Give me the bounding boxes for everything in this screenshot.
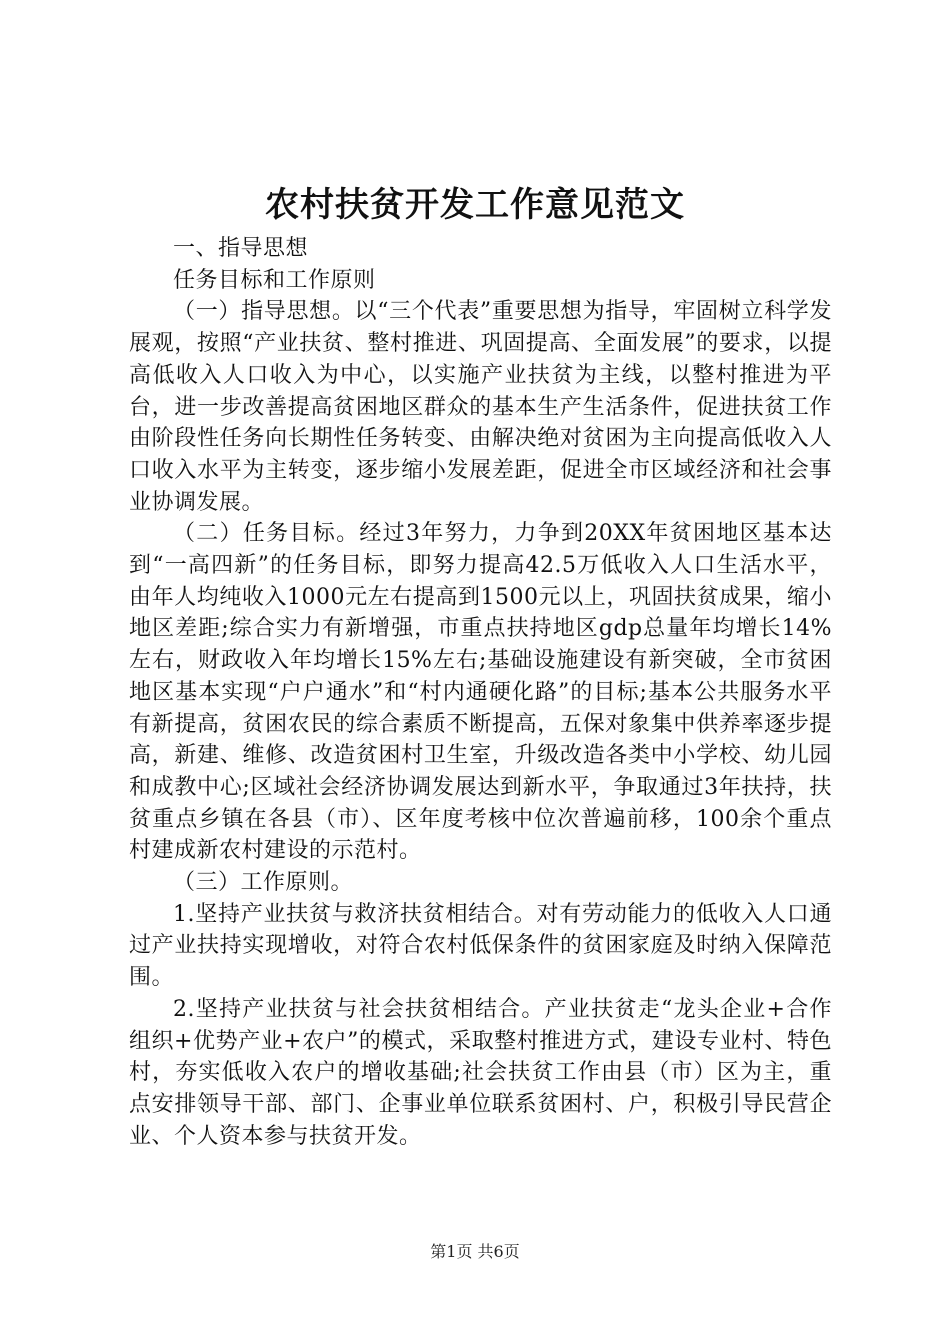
section-subheading: 任务目标和工作原则 [173, 267, 376, 293]
document-body [129, 233, 832, 1152]
document-title: 农村扶贫开发工作意见范文 [265, 185, 685, 225]
section-heading: 一、指导思想 [173, 236, 309, 261]
page-footer: 第1页 共6页 [430, 1242, 520, 1261]
paragraph-work-principles-heading: （三）工作原则。 [173, 870, 354, 896]
paragraph-task-goals: （二）任务目标。经过3年努力，力争到20XX年贫困地区基本达到“一高四新”的任务目标，即努力提高42.5万低收入人口生活水平，由年人均纯收入1000元左右提高到1500元以上，巩固扶贫成果，缩小地区差距;综合实力有新增强，市重点扶持地区gdp总量年均增长14%左右，财政收入年均增长15%左右;基础设施建设有新突破，全市贫困地区基本实现“户户通水”和“村内通硬化路”的目标;基本公共服务水平有新提高，贫困农民的综合素质不断提高，五保对象集中供养率逐步提高，新建、维修、改造贫困村卫生室，升级改造各类中小学校、幼儿园和成教中心;区域社会经济协调发展达到新水平，争取通过3年扶持，扶贫重点乡镇在各县（市）、区年度考核中位次普遍前移，100余个重点村建成新农村建设的示范村。 [129, 521, 832, 864]
paragraph-principle-2: 2.坚持产业扶贫与社会扶贫相结合。产业扶贫走“龙头企业+合作组织+优势产业+农户”的模式，采取整村推进方式，建设专业村、特色村，夯实低收入农户的增收基础;社会扶贫工作由县（市）区为主，重点安排领导干部、部门、企事业单位联系贫困村、户，积极引导民营企业、个人资本参与扶贫开发。 [129, 996, 832, 1149]
paragraph-principle-1: 1.坚持产业扶贫与救济扶贫相结合。对有劳动能力的低收入人口通过产业扶持实现增收，对符合农村低保条件的贫困家庭及时纳入保障范围。 [129, 901, 832, 991]
paragraph-guiding-ideology: （一）指导思想。以“三个代表”重要思想为指导，牢固树立科学发展观，按照“产业扶贫、整村推进、巩固提高、全面发展”的要求，以提高低收入人口收入为中心，以实施产业扶贫为主线，以整村推进为平台，进一步改善提高贫困地区群众的基本生产生活条件，促进扶贫工作由阶段性任务向长期性任务转变、由解决绝对贫困为主向提高低收入人口收入水平为主转变，逐步缩小发展差距，促进全市区域经济和社会事业协调发展。 [129, 299, 832, 515]
